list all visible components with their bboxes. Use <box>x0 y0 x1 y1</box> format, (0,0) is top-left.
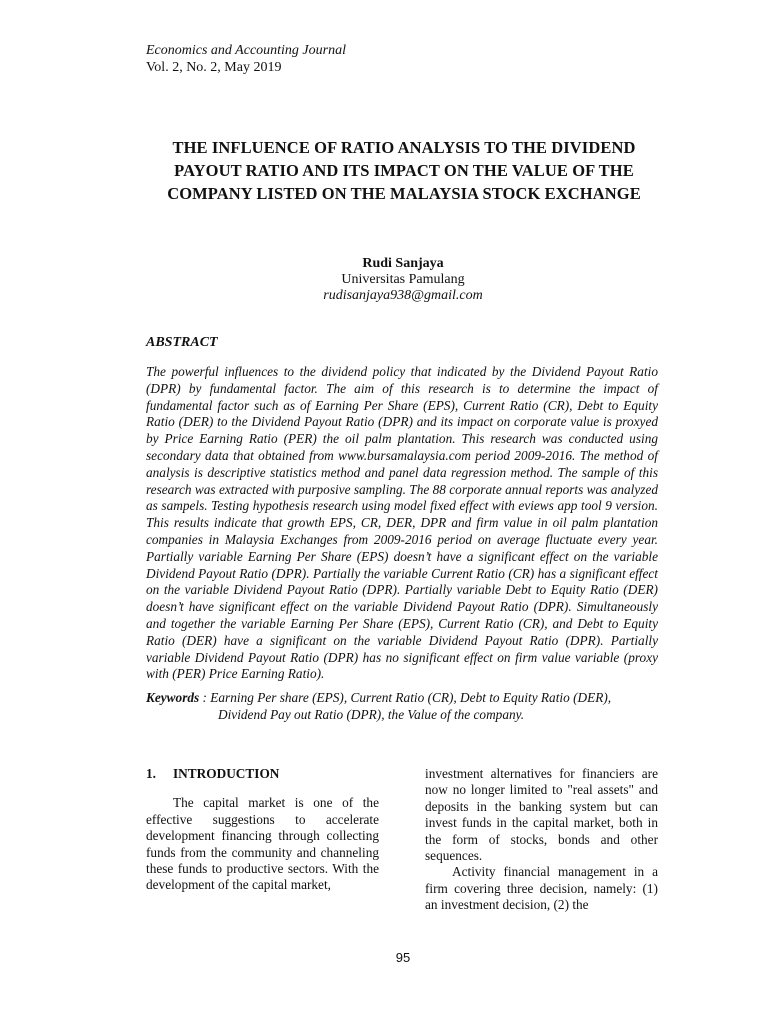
volume-info: Vol. 2, No. 2, May 2019 <box>146 60 282 75</box>
author-affiliation: Universitas Pamulang <box>341 272 465 287</box>
page-number: 95 <box>395 950 411 965</box>
keywords-line-2: Dividend Pay out Ratio (DPR), the Value of the company. <box>218 707 525 722</box>
intro-paragraph-2: investment alternatives for financiers are now no longer limited to "real assets" and deposits in the banking system but can invest funds in the capital market, both in the form of stocks, bonds and other sequences. <box>425 766 658 864</box>
author-email: rudisanjaya938@gmail.com <box>323 288 483 303</box>
intro-paragraph-3: Activity financial management in a firm covering three decision, namely: (1) an investment decision, (2) the <box>425 864 658 913</box>
author-name: Rudi Sanjaya <box>362 256 444 271</box>
intro-paragraph-1: The capital market is one of the effective suggestions to accelerate development financing through collecting funds from the community and channeling these funds to productive sectors. With the development of the capital market, <box>146 795 379 893</box>
section-heading-introduction <box>146 766 379 782</box>
left-column <box>146 766 379 894</box>
keywords-separator: : <box>199 690 211 705</box>
right-column <box>425 766 658 914</box>
section-number: 1. <box>146 766 156 781</box>
paper-title: THE INFLUENCE OF RATIO ANALYSIS TO THE DIVIDEND PAYOUT RATIO AND ITS IMPACT ON THE VALUE OF THE COMPANY LISTED ON THE MALAYSIA STOCK EXCHANGE <box>167 138 641 203</box>
keywords-label: Keywords <box>146 690 200 705</box>
keywords-line-1: Earning Per share (EPS), Current Ratio (CR), Debt to Equity Ratio (DER), <box>210 690 612 705</box>
section-title: INTRODUCTION <box>173 766 280 781</box>
abstract-body: The powerful influences to the dividend policy that indicated by the Dividend Payout Ratio (DPR) by fundamental factor. The aim of this research is to determine the impact of fundamental factor such as of Earning Per Share (EPS), Current Ratio (CR), Debt to Equity Ratio (DER) to the Dividend Payout Ratio (DPR) and its impact on corporate value is proxyed by Price Earning Ratio (PER) the oil palm plantation. This research was conducted using secondary data that obtained from www.bursamalaysia.com period 2009-2016. The method of analysis is descriptive statistics method and panel data regression method. The sample of this research was extracted with purposive sampling. The 88 corporate annual reports was analyzed as sampels. Testing hypothesis research using model fixed effect with eviews app tool 9 version. This results indicate that growth EPS, CR, DER, DPR and firm value in oil palm plantation companies in Malaysia Exchanges from 2009-2016 period on average fluctuate every year. Partially variable Earning Per Share (EPS) doesn’t have a significant effect on the variable Dividend Payout Ratio (DPR). Partially the variable Current Ratio (CR) has a significant effect on the variable Dividend Payout Ratio (DPR). Partially variable Debt to Equity Ratio (DER) doesn’t have significant effect on the variable Dividend Payout Ratio (DPR). Simultaneously and together the variable Earning Per Share (EPS), Current Ratio (CR), and Debt to Equity Ratio (DER) have a significant on the variable Dividend Payout Ratio (DPR). Partially variable Dividend Payout Ratio (DPR) has no significant effect on firm value variable (proxy with (PER) Price Earning Ratio). <box>146 364 658 682</box>
journal-header <box>146 42 346 76</box>
author-block <box>0 256 768 304</box>
journal-name: Economics and Accounting Journal <box>146 43 346 58</box>
abstract-heading: ABSTRACT <box>146 335 218 350</box>
keywords-block <box>146 689 658 723</box>
